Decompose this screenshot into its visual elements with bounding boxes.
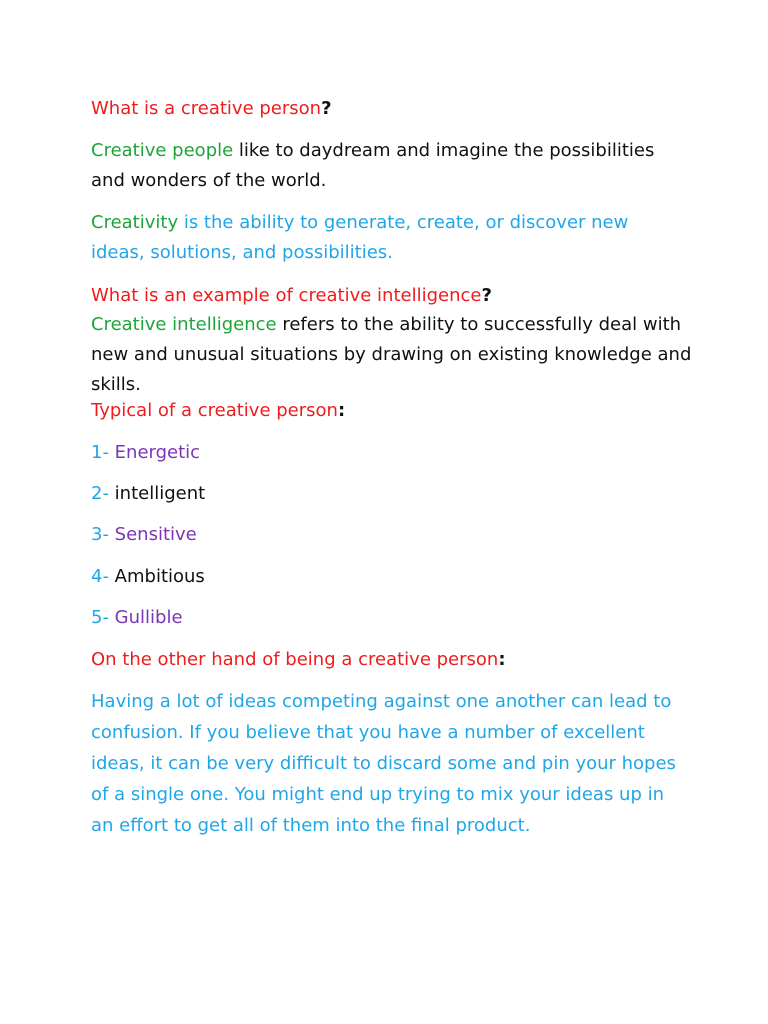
question-mark: ? xyxy=(321,98,332,119)
question-mark: ? xyxy=(481,285,492,306)
term-text: Creative people xyxy=(91,140,234,161)
list-label: Gullible xyxy=(114,607,183,628)
term-text: Creative intelligence xyxy=(91,314,277,335)
list-number: 3- xyxy=(91,524,115,545)
question-heading xyxy=(91,281,691,311)
heading-text: What is an example of creative intelligence xyxy=(91,285,482,306)
list-number: 4- xyxy=(91,566,115,587)
list-label: intelligent xyxy=(114,483,206,504)
heading-text: On the other hand of being a creative person xyxy=(91,649,499,670)
list-label: Energetic xyxy=(114,442,201,463)
question-heading xyxy=(91,396,691,426)
body-text: is the ability to generate, create, or discover new ideas, solutions, and possibilities. xyxy=(91,212,629,263)
definition-paragraph xyxy=(91,136,691,196)
list-item xyxy=(91,438,691,468)
list-item xyxy=(91,479,691,509)
question-heading xyxy=(91,94,691,124)
question-mark: : xyxy=(337,400,346,421)
question-heading xyxy=(91,645,691,675)
definition-paragraph xyxy=(91,208,681,268)
body-text: refers to the ability to successfully deal with new and unusual situations by drawing on existing knowledge and skills. xyxy=(91,314,692,395)
definition-paragraph xyxy=(91,310,711,400)
list-label: Ambitious xyxy=(114,566,205,587)
body-text: Having a lot of ideas competing against one another can lead to confusion. If you believe that you have a number of excellent ideas, it can be very difficult to discard some and pin your hopes of a single one. You might end up trying to mix your ideas up in an effort to get all of them into the final product. xyxy=(91,691,676,836)
heading-text: Typical of a creative person xyxy=(91,400,338,421)
list-item xyxy=(91,603,691,633)
list-label: Sensitive xyxy=(114,524,197,545)
body-text: like to daydream and imagine the possibilities and wonders of the world. xyxy=(91,140,655,191)
question-mark: : xyxy=(498,649,506,670)
list-number: 2- xyxy=(91,483,115,504)
list-number: 1- xyxy=(91,442,115,463)
term-text: Creativity xyxy=(91,212,179,233)
heading-text: What is a creative person xyxy=(91,98,322,119)
list-number: 5- xyxy=(91,607,115,628)
list-item xyxy=(91,520,691,550)
body-paragraph xyxy=(91,686,681,841)
list-item xyxy=(91,562,691,592)
